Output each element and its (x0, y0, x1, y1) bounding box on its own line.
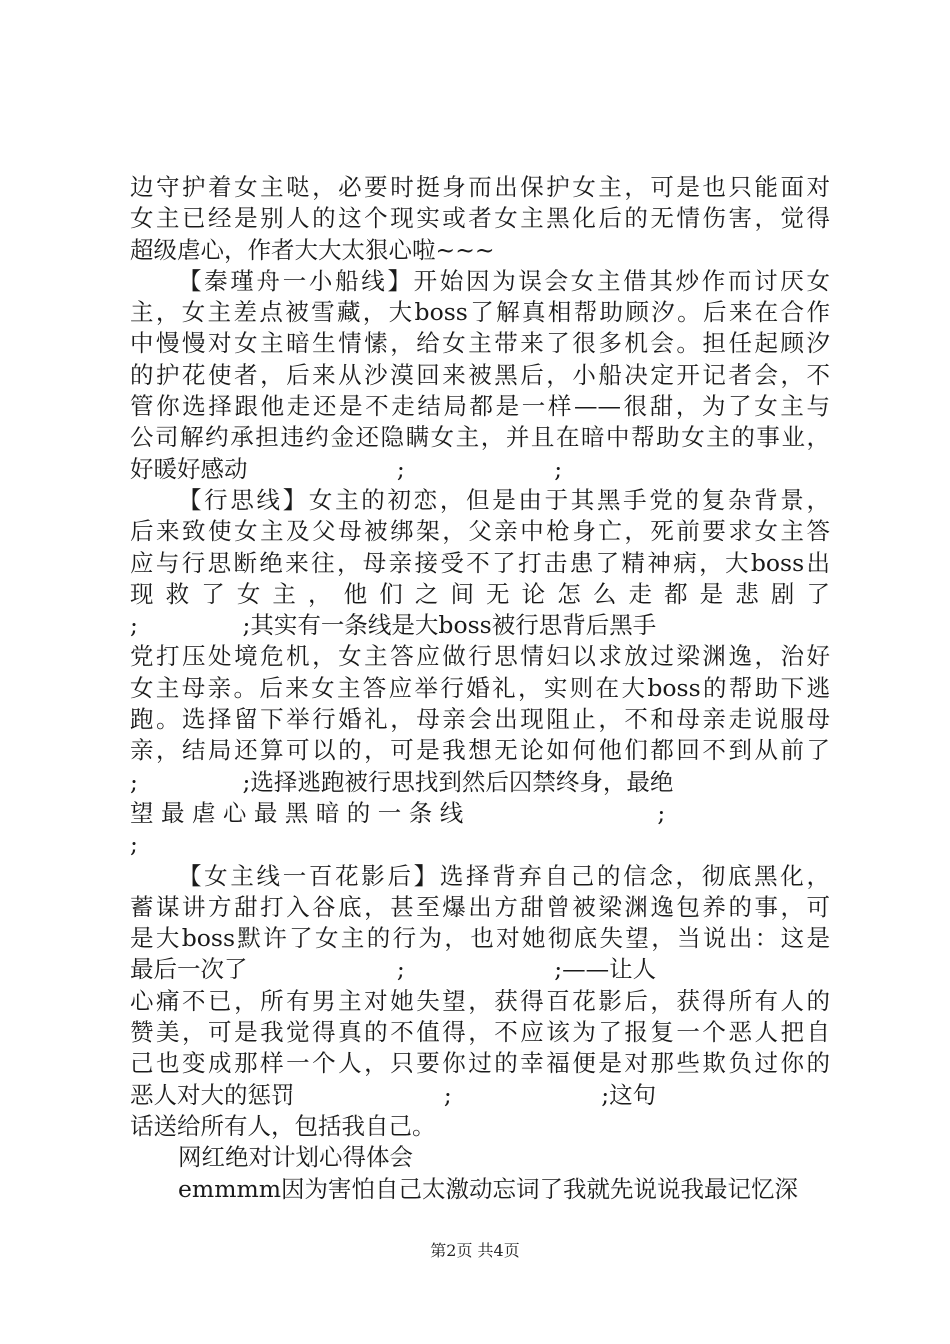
text-line: emmmm因为害怕自己太激动忘词了我就先说说我最记忆深 (178, 1174, 799, 1203)
text-line: 恶人对大的惩罚 ; ;这句 (130, 1080, 657, 1109)
text-line: 公司解约承担违约金还隐瞒女主，并且在暗中帮助女主的事业， (130, 423, 830, 452)
document-body (130, 172, 830, 1205)
paragraph-heading-line: 【秦瑾舟一小船线】开始因为误会女主借其炒作而讨厌女 (178, 266, 830, 295)
text-line: 赞美，可是我觉得真的不值得，不应该为了报复一个恶人把自 (130, 1018, 830, 1047)
text-line: 边守护着女主哒，必要时挺身而出保护女主，可是也只能面对 (130, 173, 830, 201)
text-line: 跑。选择留下举行婚礼，母亲会出现阻止，不和母亲走说服母 (130, 705, 830, 734)
text-line: 党打压处境危机，女主答应做行思情妇以求放过梁渊逸，治好 (130, 642, 830, 671)
text-line: 管你选择跟他走还是不走结局都是一样——很甜，为了女主与 (130, 392, 830, 421)
text-line: ; ;选择逃跑被行思找到然后囚禁终身，最绝 (130, 767, 674, 796)
text-line: 超级虐心，作者大大太狠心啦~~~ (130, 235, 495, 264)
text-line: 心痛不已，所有男主对她失望，获得百花影后，获得所有人的 (130, 986, 830, 1015)
text-line: 现 救 了 女 主 ， 他 们 之 间 无 论 怎 么 走 都 是 悲 剧 了 (130, 579, 830, 608)
page-footer (0, 1241, 950, 1261)
text-line: 中慢慢对女主暗生情愫，给女主带来了很多机会。担任起顾汐 (130, 329, 830, 358)
text-line: 后来致使女主及父母被绑架，父亲中枪身亡，死前要求女主答 (130, 517, 830, 546)
page-number-label: 第2页 共4页 (430, 1241, 520, 1260)
text-line: 女主母亲。后来女主答应举行婚礼，实则在大boss的帮助下逃 (130, 673, 830, 702)
text-line: 蓄谋讲方甜打入谷底，甚至爆出方甜曾被梁渊逸包养的事，可 (130, 892, 830, 921)
text-line: 好暖好感动 ; ; (130, 454, 563, 483)
text-line: 是大boss默许了女主的行为，也对她彻底失望，当说出：这是 (130, 924, 830, 953)
text-line: 女主已经是别人的这个现实或者女主黑化后的无情伤害，觉得 (130, 204, 830, 233)
text-line: ; (130, 830, 138, 859)
paragraph-heading-line: 【行思线】女主的初恋，但是由于其黑手党的复杂背景， (178, 485, 830, 514)
paragraph-heading-line: 【女主线一百花影后】选择背弃自己的信念，彻底黑化， (178, 861, 830, 890)
text-line: 己也变成那样一个人，只要你过的幸福便是对那些欺负过你的 (130, 1049, 830, 1078)
text-line: 主，女主差点被雪藏，大boss了解真相帮助顾汐。后来在合作 (130, 298, 830, 327)
text-line: 话送给所有人，包括我自己。 (130, 1111, 436, 1140)
text-line: 最后一次了 ; ;——让人 (130, 955, 657, 984)
text-line: 应与行思断绝来往，母亲接受不了打击患了精神病，大boss出 (130, 548, 830, 577)
text-line: 亲，结局还算可以的，可是我想无论如何他们都回不到从前了 (130, 736, 830, 765)
text-line: ; ;其实有一条线是大boss被行思背后黑手 (130, 611, 657, 640)
text-line: 的护花使者，后来从沙漠回来被黑后，小船决定开记者会，不 (130, 360, 830, 389)
text-line: 望 最 虐 心 最 黑 暗 的 一 条 线 ; (130, 798, 666, 827)
section-title: 网红绝对计划心得体会 (178, 1143, 413, 1172)
